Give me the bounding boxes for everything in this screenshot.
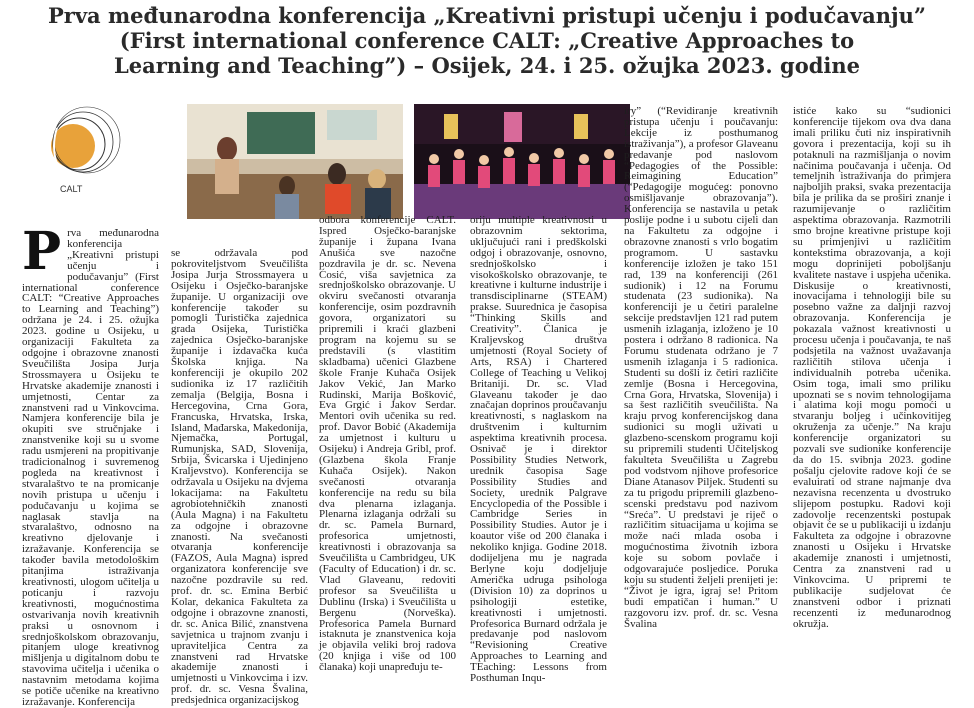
article-column-4 bbox=[470, 215, 607, 693]
article-column-1 bbox=[22, 221, 159, 708]
title-line-2: (First international conference CALT: „Creative Approaches to bbox=[119, 28, 855, 53]
article-column-3 bbox=[319, 215, 456, 693]
article-column-6 bbox=[793, 106, 951, 693]
title-line-1: Prva međunarodna konferencija „Kreativni pristupi učenju i podučavanju” bbox=[47, 3, 926, 28]
article-column-2 bbox=[171, 247, 308, 707]
stage-performance-photo bbox=[414, 104, 630, 219]
article-column-5 bbox=[624, 106, 778, 693]
column-2-text: se održavala pod pokroviteljstvom Sveučilišta Josipa Jurja Strossmayera u Osijeku i Osječko-baranjske županije. U organizaciji ove konferencije također su pomogli Turistička zajednica grada Osijeka, Turistička zajednica Osječko-baranjske županije i izdavačka kuća Školska knjiga. Na konferenciji je okupilo 202 sudionika iz 17 različitih zemalja (Belgija, Bosna i Hercegovina, Crna Gora, Francuska, Hrvatska, Irska, Island, Mađarska, Makedonija, Njemačka, Portugal, Rumunjska, SAD, Slovenija, Srbija, Švicarska i Ujedinjeno Kraljevstvo). Konferencija se održavala u Osijeku na dvjema lokacijama: na Fakultetu agrobiotehničkih znanosti (Aula Magna) i na Fakultetu za odgojne i obrazovne znanosti. Na svečanosti otvaranja konferencije (FAZOS, Aula Magna) ispred organizatora konferencije sve nazočne pozdravile su red. prof. dr. sc. Emina Berbić Kolar, dekanica Fakulteta za odgojne i obrazovne znanosti, dr. sc. Anica Bilić, znanstvena savjetnica u trajnom zvanju i upraviteljica Centra za znanstveni rad Hrvatske akademije znanosti i umjetnosti u Vinkovcima i izv. prof. dr. sc. Vesna Švalina, predsjednica organizacijskog bbox=[171, 247, 308, 707]
classroom-photo bbox=[187, 104, 403, 219]
title-line-3: Learning and Teaching”) – Osijek, 24. i 25. ožujka 2023. godine bbox=[113, 53, 860, 78]
dropcap: P bbox=[22, 221, 62, 282]
logo-text: CALT bbox=[60, 184, 83, 194]
article-title bbox=[0, 3, 974, 78]
column-6-text: istiće kako su “sudionici konferencije tijekom ova dva dana imali priliku čuti niz inspirativnih govora i prezentacija, koji su ih potaknuli na razmišljanja o novim načinima poučavanja i učenja. Od temeljnih istraživanja do primjera najboljih praksi, svaka prezentacija bila je prilika da se proširi znanje i razumijevanje o različitim aspektima obrazovanja. Razmotrili smo brojne kreativne pristupe koji su primjenjivi u različitim kontekstima obrazovanja, a koji mogu doprinijeti poboljšanju kvalitete nastave i uspjeha učenika. Diskusije o kreativnosti, inovacijama i tehnologiji bile su posebno važne za daljnji razvoj obrazovanja. Konferencija je pokazala važnost kreativnosti u procesu učenja i poučavanja, te naš podsjetila na važnost uvažavanja različitih stilova učenja i individualnih potreba učenika. Osim toga, imali smo priliku upoznati se s novim tehnologijama i alatima koji mogu pomoći u stvaranju boljeg i učinkovitijeg okruženja za učenje.” Na kraju konferencije organizatori su pozvali sve sudionike konferencije da do 15. svibnja 2023. godine pošalju cjelovite radove koji će se evaluirati od strane najmanje dva nezavisna recenzenta u dvostruko slijepom postupku. Radovi koji zadovolje recenzentski postupak objavit će se u publikaciji u izdanju Fakulteta za odgojne i obrazovne znanosti u Osijeku i Hrvatske akademije znanosti i umjetnosti, Centra za znanstveni rad u Vinkovcima. U pripremi te publikacije sudjelovat će znanstveni odbor i priznati recenzenti iz međunarodnog okružja. bbox=[793, 105, 951, 630]
column-5-text: iry” (“Revidiranje kreativnih pristupa učenju i poučavanju: Lekcije iz posthumanog istraživanja”), a profesor Glaveanu predavanje pod naslovom “Pedagogies of the Possible: Reimagining Education” (“Pedagogije mogućeg: ponovno osmišljavanje obrazovanja”). Konferencija se nastavila u petak poslije podne i u subotu cijeli dan na Fakultetu za odgojne i obrazovne znanosti s vrlo bogatim programom. U sastavku konferencije izložen je tako 151 rad, 139 na konferenciji (261 sudionik) i 12 na Forumu studenata (23 sudionika). Na konferenciji je u četiri paralelne sekcije predstavljen 121 rad putem usmenih izlaganja, izloženo je 10 postera i održano 8 radionica. Na Forumu studenata održano je 7 usmenih izlaganja i 5 radionica. Studenti su došli iz četiri različite zemlje (Bosna i Hercegovina, Crna Gora, Hrvatska, Slovenija) i sa šest različitih sveučilišta. Na kraju prvog konferencijskog dana sudionici su mogli uživati u glazbeno-scenskom programu koji su pripremili studenti Učiteljskog fakulteta Sveučilišta u Zagrebu pod vodstvom njihove profesorice Diane Atanasov Piljek. Studenti su za tu prigodu pripremili glazbeno-scenski predstavu pod nazivom “Sreća”. U predstavi je riječ o različitim situacijama u kojima se može naći mlada osoba i mogućnostima životnih izbora koje su sobom povlače i odgovarajuće posljedice. Poruka koju su studenti željeli prenijeti je: “Život je igra, igraj se! Pritom budi empatičan i human.” U razgovoru izv. prof. dr. sc. Vesna Švalina bbox=[624, 105, 778, 630]
column-3-text: odbora konferencije CALT. Ispred Osječko-baranjske županije i župana Ivana Anušića sve nazočne pozdravila je dr. sc. Nevena Ćosić, viša savjetnica za srednjoškolsko obrazovanje. U okviru svečanosti otvaranja konferencije, osim pozdravnih govora, organizatori su pripremili i kraći glazbeni program na kojemu su se predstavili (s vlastitim skladbama) učenici Glazbene škole Franje Kuhača Osijek Jakov Vekić, Jan Marko Rudinski, Marija Bošković, Eva Grgić i Jakov Serdar. Mentori ovih učenika su red. prof. Davor Bobić (Akademija za umjetnost i kulturu u Osijeku) i Andreja Gribl, prof. (Glazbena škola Franje Kuhača Osijek). Nakon svečanosti otvaranja konferencije na redu su bila dva plenarna izlaganja. Plenarna izlaganja održali su dr. sc. Pamela Burnard, profesorica umjetnosti, kreativnosti i obrazovanja sa Sveučilišta u Cambridgeu, UK (Faculty of Education) i dr. sc. Vlad Glaveanu, redoviti profesor sa Sveučilišta u Dublinu (Irska) i Sveučilišta u Bergenu (Norveška). Profesorica Pamela Burnard istaknuta je znanstvenica koja je objavila veliki broj radova (20 knjiga i više od 100 članaka) koji unapređuju te- bbox=[319, 214, 456, 674]
calt-logo bbox=[27, 108, 119, 200]
column-1-text: rva međunarodna konferencija „Kreativni pristupi učenju i podučavanju” (First international conference CALT: “Creative Approaches to Learning and Teaching”) održana je 24. i 25. ožujka 2023. godine u Osijeku, u organizaciji Fakulteta za odgojne i obrazovne znanosti Sveučilišta Josipa Jurja Strossmayera u Osijeku te Hrvatske akademije znanosti i umjetnosti, Centar za znanstveni rad u Vinkovcima. Namjera konferencije bila je okupiti sve stručnjake i znanstvenike koji su u svome radu usmjereni na propitivanje tradicionalnog i suvremenog pogleda na kreativnost i stvaralaštvo te na promicanje novih pristupa u učenju i podučavanju u kojima se naglasak stavlja na stvaralaštvo, odnosno na kreativno djelovanje i izražavanje. Konferencija se također bavila metodološkim pitanjima istraživanja kreativnosti, ulogom učitelja u poticanju i razvoju kreativnosti, mogućnostima ostvarivanja novih kreativnih praksi u osnovnom i srednjoškolskom obrazovanju, pitanjem uloge kreativnog mišljenja u digitalnom dobu te stavovima učitelja i učenika o nastavnim metodama kojima se potiče učenike na kreativno izražavanje. Konferencija bbox=[22, 227, 159, 708]
column-4-text: oriju multiple kreativnosti u obrazovnim sektorima, uključujući rani i predškolski odgoj i obrazovanje, osnovno, srednjoškolsko i visokoškolsko obrazovanje, te kreativne i kulturne industrije i transdisciplinarne (STEAM) prakse. Suurednica je časopisa “Thinking Skills and Creativity”. Članica je Kraljevskog društva umjetnosti (Royal Society of Arts, RSA) i Chartered College of Teaching u Velikoj Britaniji. Dr. sc. Vlad Glaveanu također je dao značajan doprinos proučavanju kreativnosti, s naglaskom na društvenim i kulturnim aspektima kreativnih procesa. Osnivač je i direktor Possibility Studies Network, urednik časopisa Sage Possibility Studies and Society, urednik Palgrave Encyclopedia of the Possible i Cambridge Series in Possibility Studies. Autor je i koautor više od 200 članaka i nekoliko knjiga. Godine 2018. dodijeljena mu je nagrada Berlyne koju dodjeljuje Američka udruga psihologa (Division 10) za doprinos u psihologiji estetike, kreativnosti i umjetnosti. Profesorica Burnard održala je predavanje pod naslovom “Revisioning Creative Approaches to Learning and TEaching: Lessons from Posthuman Inqu- bbox=[470, 214, 607, 685]
